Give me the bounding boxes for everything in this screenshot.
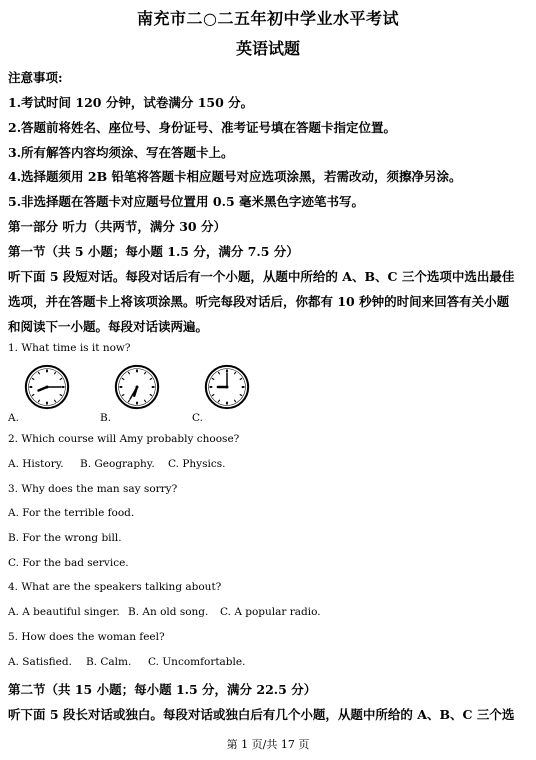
option-b-label: B.	[100, 412, 112, 424]
clock-icon	[114, 364, 160, 410]
option-c: C. Physics.	[168, 458, 226, 470]
option-c: C. Uncomfortable.	[148, 656, 246, 668]
option-a: A. A beautiful singer.	[8, 606, 120, 618]
question-5: 5. How does the woman feel?	[8, 631, 165, 643]
page-number: 第 1 页/共 17 页	[226, 738, 310, 751]
question-1: 1. What time is it now?	[8, 342, 131, 354]
notice-item: 5.非选择题在答题卡对应题号位置用 0.5 毫米黑色字迹笔书写。	[8, 194, 365, 209]
part1-heading: 第一部分 听力（共两节，满分 30 分）	[8, 219, 226, 234]
question-2: 2. Which course will Amy probably choose?	[8, 433, 240, 445]
clock-icon	[204, 364, 250, 410]
section2-heading: 第二节（共 15 小题；每小题 1.5 分，满分 22.5 分）	[8, 682, 317, 697]
section1-heading: 第一节（共 5 小题；每小题 1.5 分，满分 7.5 分）	[8, 244, 299, 259]
question-4: 4. What are the speakers talking about?	[8, 581, 222, 593]
option-b: B. For the wrong bill.	[8, 532, 122, 544]
section2-instruction: 听下面 5 段长对话或独白。每段对话或独白后有几个小题，从题中所给的 A、B、C 三个选	[8, 707, 515, 722]
clock-icon	[24, 364, 70, 410]
section1-instruction: 和阅读下一小题。每段对话读两遍。	[8, 319, 209, 334]
option-c: C. For the bad service.	[8, 557, 129, 569]
option-a-label: A.	[8, 412, 19, 424]
option-b: B. Calm.	[86, 656, 132, 668]
option-a: A. History.	[8, 458, 64, 470]
option-c: C. A popular radio.	[220, 606, 321, 618]
notice-item: 3.所有解答内容均须涂、写在答题卡上。	[8, 145, 234, 160]
section1-instruction: 选项，并在答题卡上将该项涂黑。听完每段对话后，你都有 10 秒钟的时间来回答有关小题	[8, 294, 510, 309]
option-b: B. An old song.	[128, 606, 209, 618]
notice-item: 2.答题前将姓名、座位号、身份证号、准考证号填在答题卡指定位置。	[8, 120, 397, 135]
exam-title: 南充市二○二五年初中学业水平考试	[137, 9, 399, 28]
option-b: B. Geography.	[80, 458, 155, 470]
notice-item: 1.考试时间 120 分钟，试卷满分 150 分。	[8, 95, 254, 110]
question-3: 3. Why does the man say sorry?	[8, 483, 178, 495]
section1-instruction: 听下面 5 段短对话。每段对话后有一个小题，从题中所给的 A、B、C 三个选项中选出最佳	[8, 269, 515, 284]
option-c-label: C.	[192, 412, 203, 424]
notice-item: 4.选择题须用 2B 铅笔将答题卡相应题号对应选项涂黑，若需改动，须擦净另涂。	[8, 169, 462, 184]
notice-heading: 注意事项:	[8, 70, 63, 85]
option-a: A. For the terrible food.	[8, 507, 135, 519]
exam-subtitle: 英语试题	[235, 39, 300, 58]
option-a: A. Satisfied.	[8, 656, 72, 668]
